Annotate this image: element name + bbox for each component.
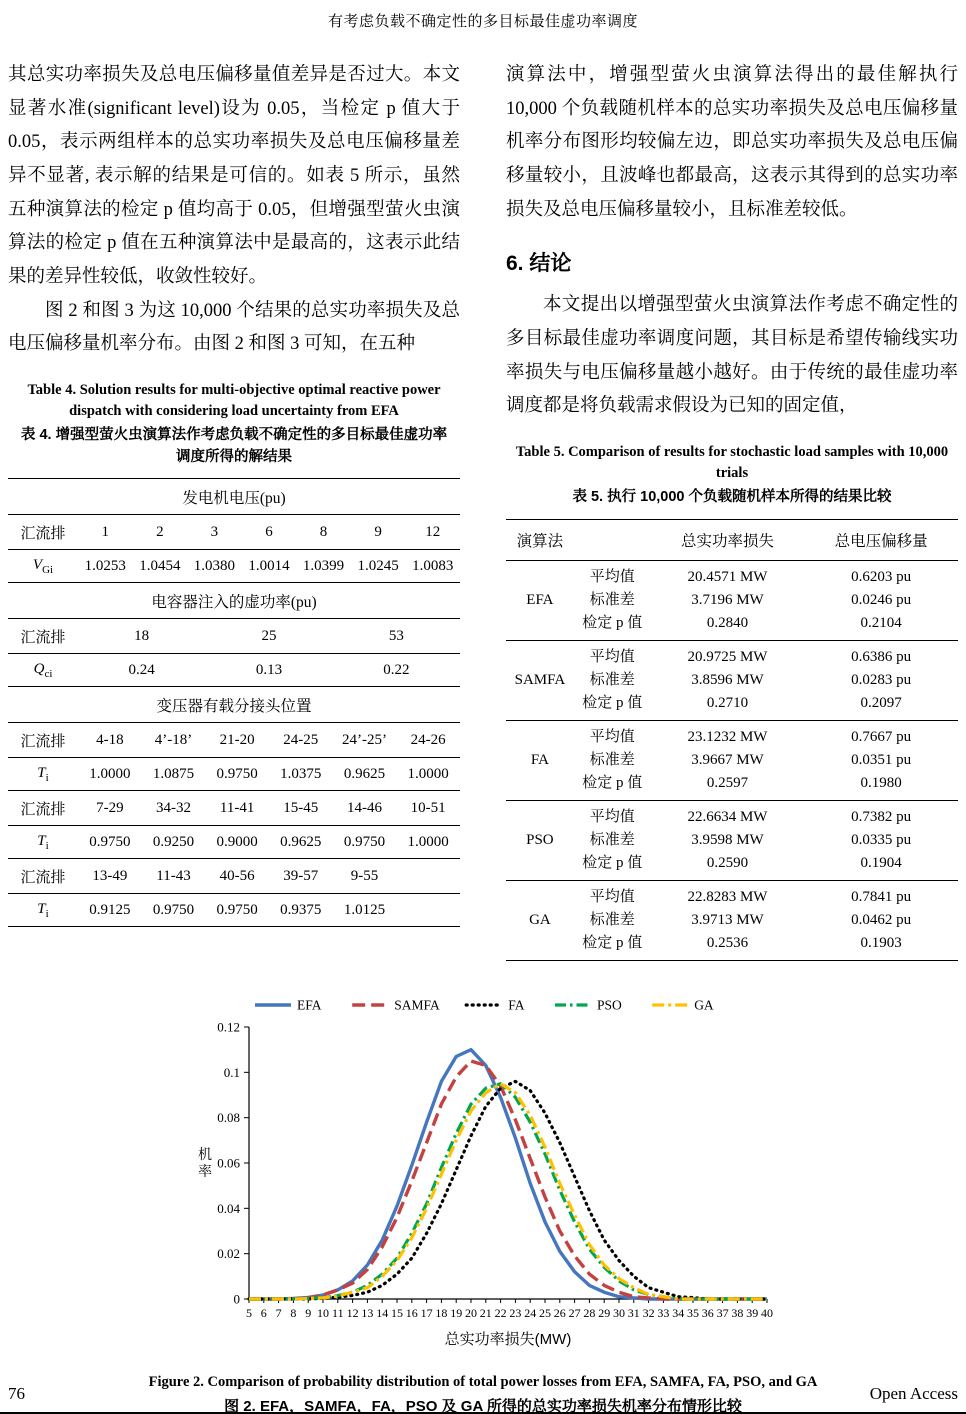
table4-cell: 18: [78, 619, 205, 654]
table5-caption-en: Table 5. Comparison of results for stochastic load samples with 10,000 trials: [515, 443, 949, 481]
table4-row-label: $T_i$: [8, 758, 78, 791]
table5-wrap: [506, 519, 958, 961]
x-tick-label: 26: [553, 1305, 566, 1320]
table4-cell: 12: [405, 515, 460, 550]
table4-cell: 1.0014: [242, 550, 297, 583]
table4-section-header: 变压器有载分接头位置: [8, 687, 460, 723]
table4-cell: 13-49: [78, 859, 142, 894]
table4-row-label: $T_i$: [8, 826, 78, 859]
table4-cell: 0.9750: [333, 826, 397, 859]
table4-cell: 0.9125: [78, 894, 142, 927]
table5-value-line: 0.1904: [860, 854, 902, 871]
x-tick-label: 25: [539, 1305, 551, 1320]
table4-caption-zh: 表 4. 增强型萤火虫演算法作考虑负载不确定性的多目标最佳虚功率调度所得的解结果: [20, 426, 448, 465]
table5-value-line: 0.2097: [860, 694, 902, 711]
table4-cell: 4’-18’: [142, 723, 206, 758]
x-tick-label: 10: [317, 1305, 329, 1320]
x-tick-label: 34: [672, 1305, 685, 1320]
table4-row-label: 汇流排: [8, 619, 78, 654]
table5-loss-values: [651, 800, 805, 880]
table4-cell: 1.0875: [142, 758, 206, 791]
table5-value-line: 平均值: [589, 888, 635, 905]
y-tick-label: 0.12: [217, 1019, 240, 1035]
x-tick-label: 15: [391, 1305, 403, 1320]
paragraph: 本文提出以增强型萤火虫演算法作考虑不确定性的多目标最佳虚功率调度问题，其目标是希望传输线实功率损失与电压偏移量越小越好。由于传统的最佳虚功率调度都是将负载需求假设为已知的固定值，: [506, 295, 958, 417]
table4-cell: 0.9750: [78, 826, 142, 859]
table5-algorithm-name: EFA: [506, 560, 574, 640]
table5-value-line: 3.7196 MW: [691, 591, 764, 608]
paragraph-continuation: 其总实功率损失及总电压偏移量值差异是否过大。本文显著水准(significant level)设为 0.05，当检定 p 值大于 0.05，表示两组样本的总实功率损失及总电压偏移量差异不显著, 表示解的结果是可信的。如表 5 所示，虽然五种演算法的检定 p 值均高于 0.05，但增强型萤火虫演算法的检定 p 值在五种演算法中是最高的，这表示此结果的差异性较低，收敛性较好。: [8, 65, 460, 287]
table5-column-header: 总实功率损失: [651, 519, 805, 560]
x-tick-label: 35: [687, 1305, 699, 1320]
table4-row-label: $T_i$: [8, 894, 78, 927]
x-tick-label: 19: [450, 1305, 463, 1320]
table4-caption: [14, 380, 454, 469]
table5-value-line: 0.0246 pu: [851, 591, 912, 608]
figure2-chart-container: [8, 985, 958, 1362]
table4-cell: 11-43: [142, 859, 206, 894]
x-tick-label: 30: [613, 1305, 625, 1320]
table5-caption: [512, 442, 952, 509]
table4-row-label: 汇流排: [8, 515, 78, 550]
table5-group-row: [506, 800, 958, 880]
table4-cell: 1.0399: [296, 550, 351, 583]
y-tick-label: 0.02: [217, 1245, 240, 1261]
table5-algorithm-name: SAMFA: [506, 640, 574, 720]
table4-cell: 1.0000: [396, 826, 460, 859]
table5-value-line: 22.8283 MW: [687, 888, 768, 905]
table4-cell: 0.13: [205, 654, 332, 687]
paragraph-continuation: 演算法中，增强型萤火虫演算法得出的最佳解执行 10,000 个负载随机样本的总实功率损失及总电压偏移量机率分布图形均较偏左边，即总实功率损失及总电压偏移量较小，且波峰也都最高，这表示其得到的总实功率损失及总电压偏移量较小，且标准差较低。: [506, 65, 958, 220]
table5-value-line: 检定 p 值: [582, 854, 643, 871]
table4-cell: 1.0380: [187, 550, 242, 583]
table5-value-line: 0.0283 pu: [851, 671, 912, 688]
table5-loss-values: [651, 880, 805, 960]
x-tick-label: 9: [305, 1305, 312, 1320]
x-tick-label: 33: [657, 1305, 670, 1320]
table4-cell: 11-41: [205, 791, 269, 826]
x-tick-label: 17: [420, 1305, 433, 1320]
table5: [506, 519, 958, 961]
page-number: 76: [8, 1384, 25, 1403]
table4-cell: 24-26: [396, 723, 460, 758]
table5-value-line: 0.2840: [706, 614, 749, 631]
table5-value-line: 标准差: [589, 751, 635, 768]
legend-label-PSO: PSO: [597, 997, 622, 1013]
table4-cell: 4-18: [78, 723, 142, 758]
table4-cell: 14-46: [333, 791, 397, 826]
x-tick-label: 11: [332, 1305, 344, 1320]
legend-item-FA: [466, 997, 525, 1012]
table5-stat-labels: [574, 560, 651, 640]
table4-cell: 25: [205, 619, 332, 654]
x-axis-title: 总实功率损失(MW): [444, 1330, 572, 1348]
running-head: 有考虑负载不确定性的多目标最佳虚功率调度: [327, 14, 638, 30]
table4-cell: 0.9250: [142, 826, 206, 859]
table5-value-line: 3.8596 MW: [691, 671, 764, 688]
table5-voltage-values: [804, 800, 958, 880]
right-column: [506, 59, 958, 961]
table5-value-line: 0.6203 pu: [851, 568, 912, 585]
table5-value-line: 标准差: [589, 831, 635, 848]
table4-cell: 40-56: [205, 859, 269, 894]
table5-value-line: 3.9713 MW: [691, 911, 764, 928]
legend-item-SAMFA: [352, 997, 440, 1012]
table5-value-line: 标准差: [589, 591, 635, 608]
table4-cell: 0.9750: [205, 894, 269, 927]
paragraph: 图 2 和图 3 为这 10,000 个结果的总实功率损失及总电压偏移量机率分布。由图 2 和图 3 可知，在五种: [8, 300, 460, 355]
table4-cell: 15-45: [269, 791, 333, 826]
table4-cell: 0.22: [333, 654, 460, 687]
table5-value-line: 0.0462 pu: [851, 911, 912, 928]
table4-cell: 1.0454: [133, 550, 188, 583]
table5-voltage-values: [804, 560, 958, 640]
table4-cell: 1.0000: [396, 758, 460, 791]
table5-loss-values: [651, 720, 805, 800]
legend-label-SAMFA: SAMFA: [394, 997, 440, 1013]
table5-value-line: 0.6386 pu: [851, 648, 912, 665]
x-tick-label: 27: [568, 1305, 581, 1320]
table4-row-label: $V_{Gi}$: [8, 550, 78, 583]
table5-value-line: 平均值: [589, 568, 635, 585]
table5-value-line: 0.2104: [860, 614, 902, 631]
table5-value-line: 标准差: [589, 911, 635, 928]
table4-row: [8, 515, 460, 550]
table4-row: [8, 894, 460, 927]
table4-cell: 9-55: [333, 859, 397, 894]
table4-cell: 1.0375: [269, 758, 333, 791]
page-footer: [0, 1384, 966, 1414]
legend-item-GA: [652, 997, 714, 1012]
table5-value-line: 23.1232 MW: [687, 728, 768, 745]
table5-loss-values: [651, 560, 805, 640]
table4-cell: 9: [351, 515, 406, 550]
x-tick-label: 20: [465, 1305, 477, 1320]
legend-item-EFA: [255, 997, 322, 1012]
table4-cell: 24-25: [269, 723, 333, 758]
table5-value-line: 平均值: [589, 648, 635, 665]
table4-row-label: 汇流排: [8, 859, 78, 894]
x-tick-label: 32: [642, 1305, 655, 1320]
table4-cell: [396, 859, 460, 894]
legend-label-FA: FA: [508, 997, 525, 1013]
x-tick-label: 7: [275, 1305, 282, 1320]
table5-column-header: [574, 519, 651, 560]
table5-stat-labels: [574, 640, 651, 720]
x-tick-label: 31: [627, 1305, 640, 1320]
table5-value-line: 检定 p 值: [582, 934, 643, 951]
table4-cell: 3: [187, 515, 242, 550]
table4-cell: 0.9375: [269, 894, 333, 927]
y-tick-label: 0.08: [217, 1109, 240, 1125]
table5-value-line: 3.9667 MW: [691, 751, 764, 768]
y-tick-label: 0.06: [217, 1155, 240, 1171]
table4-cell: 39-57: [269, 859, 333, 894]
table5-value-line: 检定 p 值: [582, 774, 643, 791]
figure2-caption-zh: 图 2. EFA，SAMFA，FA，PSO 及 GA 所得的总实功率损失机率分布情形比较: [224, 1397, 742, 1414]
table4-row: [8, 791, 460, 826]
x-tick-label: 21: [479, 1305, 492, 1320]
table4-row: [8, 826, 460, 859]
table5-value-line: 0.2710: [706, 694, 749, 711]
table4-cell: 0.9750: [205, 758, 269, 791]
table5-group-row: [506, 560, 958, 640]
table4-cell: 0.9000: [205, 826, 269, 859]
table5-algorithm-name: FA: [506, 720, 574, 800]
table5-value-line: 22.6634 MW: [687, 808, 768, 825]
table5-stat-labels: [574, 720, 651, 800]
x-tick-label: 36: [701, 1305, 714, 1320]
figure2-chart: [183, 985, 783, 1357]
open-access-label: Open Access: [869, 1384, 958, 1403]
figure2-caption-en: Figure 2. Comparison of probability distribution of total power losses from EFA, SAMFA, FA, PSO, and GA: [148, 1373, 818, 1390]
table5-value-line: 20.4571 MW: [687, 568, 768, 585]
table5-voltage-values: [804, 720, 958, 800]
table5-algorithm-name: PSO: [506, 800, 574, 880]
x-tick-label: 23: [509, 1305, 522, 1320]
y-tick-label: 0.1: [223, 1064, 240, 1080]
x-tick-label: 14: [376, 1305, 389, 1320]
table4-section-header: 电容器注入的虚功率(pu): [8, 583, 460, 619]
x-tick-label: 28: [583, 1305, 596, 1320]
table5-value-line: 20.9725 MW: [687, 648, 768, 665]
table4-row: [8, 550, 460, 583]
table4-row-label: 汇流排: [8, 723, 78, 758]
x-tick-label: 22: [494, 1305, 507, 1320]
table4-row: [8, 758, 460, 791]
table4-cell: 1.0083: [405, 550, 460, 583]
table4-cell: [396, 894, 460, 927]
legend-label-GA: GA: [694, 997, 714, 1013]
table4-cell: 0.9750: [142, 894, 206, 927]
table4-cell: 1.0125: [333, 894, 397, 927]
x-tick-label: 18: [435, 1305, 448, 1320]
table4-caption-en: Table 4. Solution results for multi-objective optimal reactive power dispatch with considering load uncertainty from EFA: [27, 381, 441, 419]
table4-cell: 8: [296, 515, 351, 550]
table4-cell: 6: [242, 515, 297, 550]
table5-value-line: 0.1903: [860, 934, 902, 951]
table4-section-header: 发电机电压(pu): [8, 479, 460, 515]
table4-cell: 1.0253: [78, 550, 133, 583]
table4-row: [8, 723, 460, 758]
table5-value-line: 3.9598 MW: [691, 831, 764, 848]
table5-value-line: 0.1980: [860, 774, 902, 791]
x-tick-label: 29: [598, 1305, 611, 1320]
table4-cell: 53: [333, 619, 460, 654]
table4-cell: 0.9625: [333, 758, 397, 791]
table4-row-label: $Q_{ci}$: [8, 654, 78, 687]
table4-row: [8, 859, 460, 894]
x-tick-label: 12: [346, 1305, 359, 1320]
x-tick-label: 40: [761, 1305, 773, 1320]
table4-cell: 1: [78, 515, 133, 550]
y-tick-label: 0.04: [217, 1200, 240, 1216]
x-tick-label: 6: [260, 1305, 267, 1320]
table5-value-line: 0.2536: [706, 934, 749, 951]
x-tick-label: 5: [246, 1305, 252, 1320]
series-line-SAMFA: [249, 1061, 767, 1299]
table5-group-row: [506, 880, 958, 960]
x-tick-label: 13: [361, 1305, 374, 1320]
table5-value-line: 0.2590: [706, 854, 749, 871]
table4: [8, 478, 460, 927]
table4-cell: 7-29: [78, 791, 142, 826]
x-tick-label: 8: [290, 1305, 297, 1320]
section-heading-conclusion: 6. 结论: [506, 252, 572, 276]
legend-item-PSO: [555, 997, 622, 1012]
table5-value-line: 平均值: [589, 808, 635, 825]
table4-cell: 2: [133, 515, 188, 550]
table4-row: [8, 619, 460, 654]
table5-group-row: [506, 640, 958, 720]
table5-value-line: 平均值: [589, 728, 635, 745]
two-column-body: [8, 59, 958, 961]
table4-cell: 34-32: [142, 791, 206, 826]
table4-cell: 1.0245: [351, 550, 406, 583]
y-axis-title: 机率: [198, 1145, 212, 1179]
table4-row: [8, 654, 460, 687]
x-tick-label: 24: [524, 1305, 537, 1320]
figure2: [8, 985, 958, 1414]
table5-voltage-values: [804, 880, 958, 960]
table5-stat-labels: [574, 800, 651, 880]
table5-column-header: 总电压偏移量: [804, 519, 958, 560]
table4-cell: 0.24: [78, 654, 205, 687]
table5-caption-zh: 表 5. 执行 10,000 个负载随机样本所得的结果比较: [572, 488, 892, 505]
x-tick-label: 37: [716, 1305, 729, 1320]
table5-value-line: 0.7841 pu: [851, 888, 912, 905]
legend-label-EFA: EFA: [297, 997, 322, 1013]
x-tick-label: 38: [731, 1305, 744, 1320]
x-tick-label: 39: [746, 1305, 759, 1320]
table5-loss-values: [651, 640, 805, 720]
table4-cell: 24’-25’: [333, 723, 397, 758]
x-tick-label: 16: [405, 1305, 418, 1320]
table4-row-label: 汇流排: [8, 791, 78, 826]
y-tick-label: 0: [233, 1291, 240, 1307]
table4-cell: 0.9625: [269, 826, 333, 859]
table4-cell: 21-20: [205, 723, 269, 758]
table5-value-line: 0.7382 pu: [851, 808, 912, 825]
table5-group-row: [506, 720, 958, 800]
table5-value-line: 标准差: [589, 671, 635, 688]
table5-value-line: 0.0351 pu: [851, 751, 912, 768]
table5-value-line: 0.2597: [706, 774, 749, 791]
table5-algorithm-name: GA: [506, 880, 574, 960]
table5-column-header: 演算法: [506, 519, 574, 560]
table5-value-line: 0.0335 pu: [851, 831, 912, 848]
table5-value-line: 0.7667 pu: [851, 728, 912, 745]
table5-value-line: 检定 p 值: [582, 694, 643, 711]
left-column: [8, 59, 460, 961]
table5-value-line: 检定 p 值: [582, 614, 643, 631]
table4-cell: 1.0000: [78, 758, 142, 791]
table5-voltage-values: [804, 640, 958, 720]
table4-cell: 10-51: [396, 791, 460, 826]
table5-stat-labels: [574, 880, 651, 960]
